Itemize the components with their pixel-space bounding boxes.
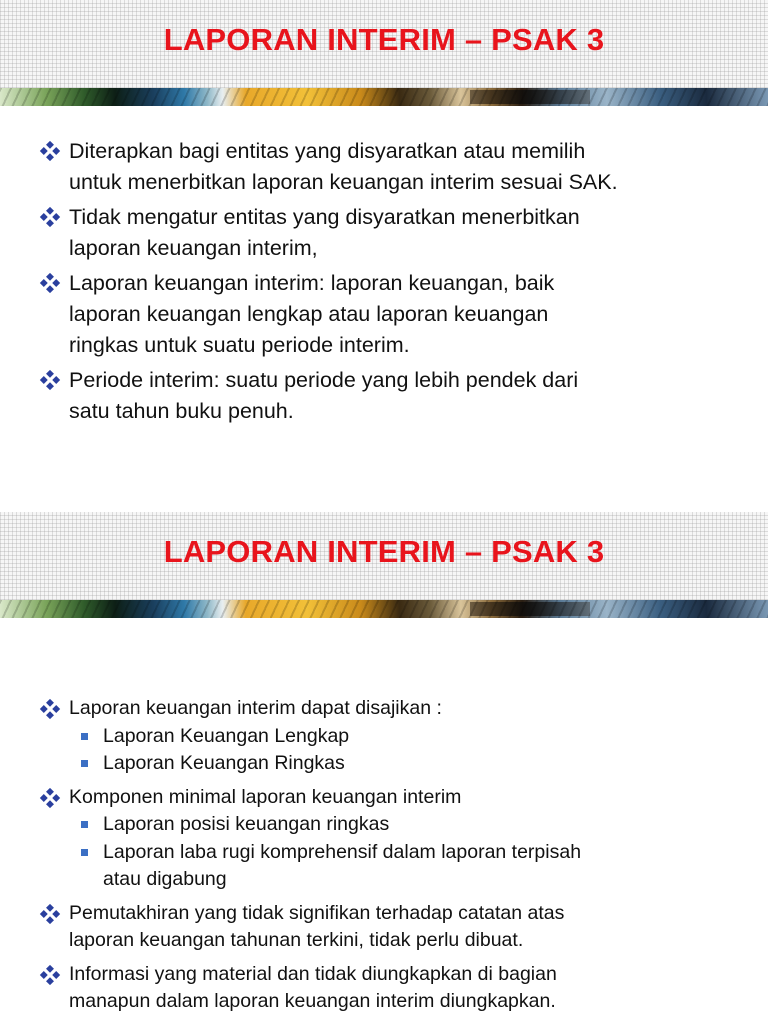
slide-header xyxy=(0,0,768,92)
bullet-text-line: Laporan keuangan interim: laporan keuangan, baik xyxy=(69,271,555,295)
four-diamond-bullet-icon xyxy=(40,699,60,719)
sub-bullet-text-line: Laporan laba rugi komprehensif dalam laporan terpisah xyxy=(103,840,582,863)
four-diamond-bullet-icon xyxy=(40,207,60,227)
four-diamond-bullet-icon xyxy=(40,904,60,924)
bullet-text-line: satu tahun buku penuh. xyxy=(69,399,294,423)
bullet-item xyxy=(40,365,740,427)
bullet-text-line: Tidak mengatur entitas yang disyaratkan menerbitkan xyxy=(69,205,580,229)
four-diamond-bullet-icon xyxy=(40,370,60,390)
bullet-text-line: laporan keuangan lengkap atau laporan keuangan xyxy=(69,302,549,326)
bullet-text-line: Informasi yang material dan tidak diungkapkan di bagian xyxy=(69,962,557,985)
four-diamond-bullet-icon xyxy=(40,141,60,161)
bullet-item xyxy=(40,784,740,894)
bullet-text-line: Pemutakhiran yang tidak signifikan terhadap catatan atas xyxy=(69,901,565,924)
bullet-list xyxy=(40,695,740,1022)
bullet-text-line: Komponen minimal laporan keuangan interim xyxy=(69,785,462,808)
slide-2 xyxy=(0,512,768,1024)
bullet-text-line: manapun dalam laporan keuangan interim diungkapkan. xyxy=(69,990,556,1012)
header-banner-image xyxy=(0,600,768,618)
bullet-list xyxy=(40,136,740,431)
square-bullet-icon xyxy=(81,821,88,828)
sub-bullet-text-line: atau digabung xyxy=(103,868,227,890)
slide-header xyxy=(0,512,768,604)
slide-title: LAPORAN INTERIM – PSAK 3 xyxy=(163,22,605,57)
bullet-text-line: laporan keuangan interim, xyxy=(69,236,318,260)
bullet-item xyxy=(40,268,740,361)
bullet-item xyxy=(40,695,740,778)
bullet-item xyxy=(40,136,740,198)
bullet-item xyxy=(40,900,740,955)
sub-bullet-text-line: Laporan Keuangan Lengkap xyxy=(103,724,350,747)
four-diamond-bullet-icon xyxy=(40,788,60,808)
bullet-text-line: Diterapkan bagi entitas yang disyaratkan atau memilih xyxy=(69,139,586,163)
bullet-text-line: ringkas untuk suatu periode interim. xyxy=(69,333,410,357)
sub-bullet-text-line: Laporan Keuangan Ringkas xyxy=(103,752,345,774)
bullet-item xyxy=(40,202,740,264)
slide-title: LAPORAN INTERIM – PSAK 3 xyxy=(163,534,605,569)
bullet-text-line: untuk menerbitkan laporan keuangan interim sesuai SAK. xyxy=(69,170,618,194)
four-diamond-bullet-icon xyxy=(40,273,60,293)
bullet-text-line: laporan keuangan tahunan terkini, tidak perlu dibuat. xyxy=(69,929,524,951)
four-diamond-bullet-icon xyxy=(40,965,60,985)
sub-bullet-text-line: Laporan posisi keuangan ringkas xyxy=(103,813,390,835)
bullet-text-line: Periode interim: suatu periode yang lebih pendek dari xyxy=(69,368,579,392)
sub-bullet-item xyxy=(69,723,740,751)
sub-bullet-item xyxy=(69,750,740,778)
header-banner-image xyxy=(0,88,768,106)
square-bullet-icon xyxy=(81,849,88,856)
square-bullet-icon xyxy=(81,760,88,767)
sub-bullet-item xyxy=(69,839,740,894)
bullet-item xyxy=(40,961,740,1016)
square-bullet-icon xyxy=(81,733,88,740)
sub-bullet-item xyxy=(69,811,740,839)
bullet-text-line: Laporan keuangan interim dapat disajikan : xyxy=(69,697,442,719)
